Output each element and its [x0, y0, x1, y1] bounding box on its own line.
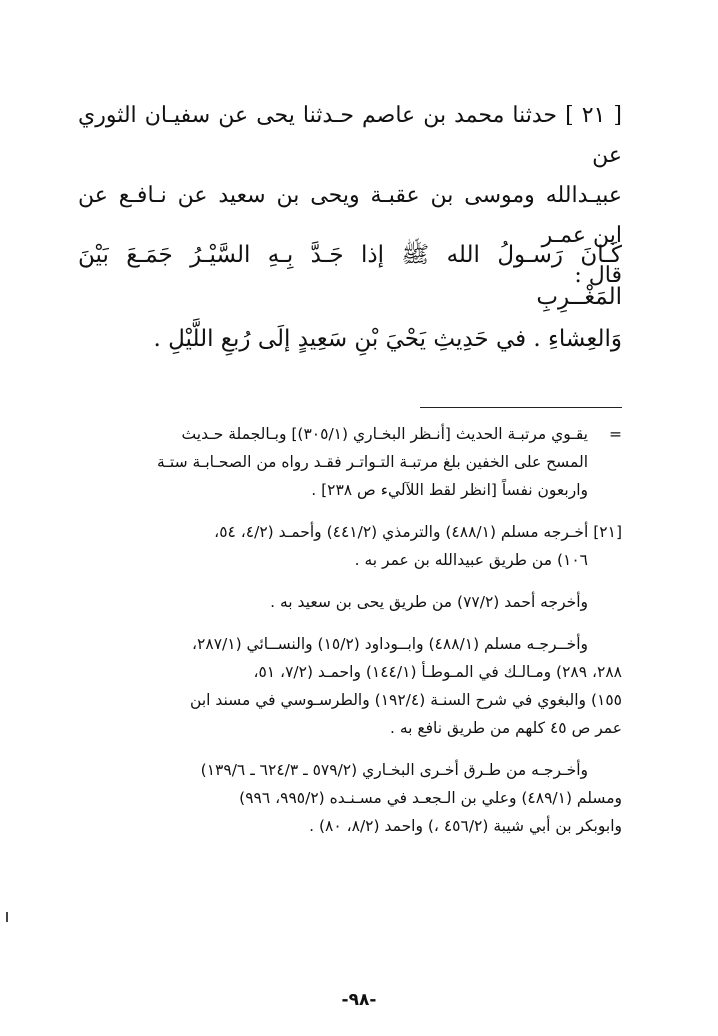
footnote-line: واربعون نفساً [انظر لقط اللآليء ص ٢٣٨] . — [311, 481, 588, 499]
footnote-21 — [74, 518, 622, 574]
footnote-text: يقـوي مرتبـة الحديث [أنـظر البخـاري (٣٠٥/١)] وبـالجملة حـديث — [181, 425, 588, 443]
footnote-paragraph — [74, 756, 622, 840]
footnote-line: عمر ص ٤٥ كلهم من طريق نافع به . — [389, 719, 622, 737]
footnote-paragraph — [74, 588, 622, 616]
footnote-line: [٢١] أخـرجه مسلم (٤٨٨/١) والترمذي (٤٤١/٢) وأحمـد (٤/٢، ٥٤، — [214, 523, 622, 541]
footnote-continuation — [74, 420, 622, 504]
footnote-line — [74, 420, 622, 448]
footnote-line: وأخرجه أحمد (٧٧/٢) من طريق يحى بن سعيد به . — [270, 593, 588, 611]
footnote-line: ١٥٥) والبغوي في شرح السنـة (١٩٢/٤) والطرسـوسي في مسند ابن — [190, 691, 622, 709]
footnote-line: ومسلم (٤٨٩/١) وعلي بن الـجعـد في مسـنـده (٩٩٥/٢، ٩٩٦) — [239, 789, 622, 807]
footnote-line: ١٠٦) من طريق عبيدالله بن عمر به . — [354, 551, 588, 569]
hadith-line: وَالعِشاءِ . في حَدِيثِ يَحْيَ بْنِ سَعِيدٍ إلَى رُبعِ اللَّيْلِ . — [153, 326, 622, 352]
footnote-line: المسح على الخفين بلغ مرتبـة التـواتـر فقـد رواه من الصحـابـة ستـة — [157, 453, 588, 471]
page-number: -٩٨- — [341, 990, 377, 1010]
footnotes-section — [74, 420, 622, 854]
isnad-line: قال : — [574, 263, 622, 288]
hadith-line: كَـانَ رَسـولُ الله ﷺ إذا جَـدَّ بِـهِ السَّيْـرُ جَمَـعَ بَيْنَ المَغْــرِبِ — [78, 242, 622, 310]
footnote-line: وأخــرجـه مسلم (٤٨٨/١) وابــوداود (١٥/٢) والنســائي (٢٨٧/١، — [192, 635, 588, 653]
footnote-divider — [420, 407, 622, 408]
footnote-line: وابوبكر بن أبي شيبة (٤٥٦/٢ ،) واحمد (٨/٢، ٨٠) . — [309, 817, 622, 835]
footnote-line: ٢٨٨، ٢٨٩) ومـالـك في المـوطـأ (١٤٤/١) واحمـد (٧/٢، ٥١، — [253, 663, 622, 681]
footnote-marker: = — [609, 425, 622, 443]
hadith-text — [78, 234, 622, 360]
isnad-line: [ ٢١ ] حدثنا محمد بن عاصم حـدثنا يحى عن سفيـان الثوري عن — [78, 103, 622, 168]
scan-margin-mark — [6, 912, 8, 922]
footnote-line: وأخـرجـه من طـرق أخـرى البخـاري (٥٧٩/٢ ـ ٦٢٤/٣ ـ ١٣٩/٦) — [200, 761, 588, 779]
isnad-line: عبيـدالله وموسى بن عقبـة ويحى بن سعيد عن نـافـع عن ابن عمـر — [78, 183, 622, 248]
footnote-paragraph — [74, 630, 622, 742]
